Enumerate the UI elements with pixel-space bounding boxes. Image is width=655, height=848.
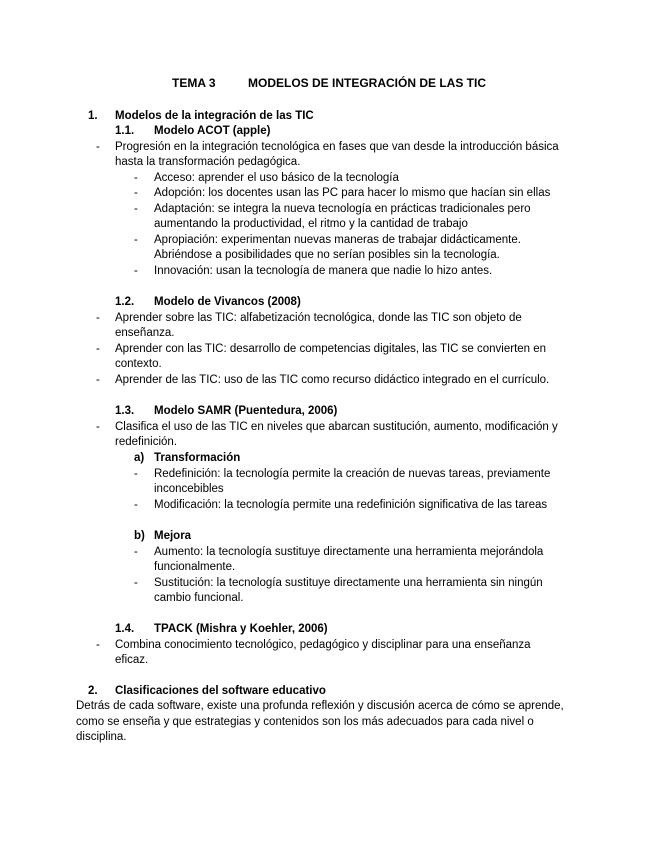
vivancos-line-con: Aprender con las TIC: desarrollo de competencias digitales, las TIC se convierten en [115, 343, 547, 355]
samr-b-title: Mejora [154, 530, 192, 542]
samr-item-sustitucion: Sustitución: la tecnología sustituye directamente una herramienta sin ningún [154, 577, 543, 589]
bullet: - [134, 187, 138, 199]
subsection-1-1-title: Modelo ACOT (apple) [154, 125, 271, 137]
section-1-number: 1. [88, 110, 98, 122]
samr-item-sustitucion-cont: cambio funcional. [154, 592, 244, 604]
bullet: - [96, 141, 100, 153]
bullet: - [96, 343, 100, 355]
vivancos-line-sobre-cont: enseñanza. [115, 327, 175, 339]
section-1-title: Modelos de la integración de las TIC [115, 110, 314, 122]
subsection-1-3-number: 1.3. [115, 405, 135, 417]
page-title: MODELOS DE INTEGRACIÓN DE LAS TIC [248, 76, 487, 90]
bullet: - [96, 374, 100, 386]
vivancos-line-con-cont: contexto. [115, 358, 162, 370]
subsection-1-3-title: Modelo SAMR (Puentedura, 2006) [154, 405, 338, 417]
bullet: - [134, 203, 138, 215]
acot-item-adaptacion-cont: aumentando la productividad, el ritmo y la cantidad de trabajo [154, 218, 468, 230]
bullet: - [96, 639, 100, 651]
samr-a-label: a) [134, 452, 145, 464]
samr-desc-line-2: redefinición. [115, 436, 178, 448]
samr-item-redefinicion: Redefinición: la tecnología permite la creación de nuevas tareas, previamente [154, 468, 551, 480]
section-2-paragraph-line-3: disciplina. [76, 731, 127, 743]
acot-item-apropiacion: Apropiación: experimentan nuevas maneras de trabajar didácticamente. [154, 234, 521, 246]
subsection-1-2-number: 1.2. [115, 296, 135, 308]
samr-item-aumento: Aumento: la tecnología sustituye directamente una herramienta mejorándola [154, 546, 544, 558]
acot-item-innovacion: Innovación: usan la tecnología de manera que nadie lo hizo antes. [154, 265, 493, 277]
samr-a-title: Transformación [154, 452, 241, 464]
acot-item-apropiacion-cont: Abriéndose a posibilidades que no serían posibles sin la tecnología. [154, 249, 500, 261]
section-2-paragraph-line-1: Detrás de cada software, existe una profunda reflexión y discusión acerca de cómo se aprende, [76, 700, 564, 712]
subsection-1-4-number: 1.4. [115, 623, 135, 635]
acot-item-adopcion: Adopción: los docentes usan las PC para hacer lo mismo que hacían sin ellas [154, 187, 551, 199]
samr-desc-line-1: Clasifica el uso de las TIC en niveles que abarcan sustitución, aumento, modificación y [115, 421, 558, 433]
samr-item-aumento-cont: funcionalmente. [154, 561, 236, 573]
bullet: - [134, 499, 138, 511]
section-2-number: 2. [88, 685, 98, 697]
acot-item-acceso: Acceso: aprender el uso básico de la tecnología [154, 172, 399, 184]
tpack-line-1: Combina conocimiento tecnológico, pedagógico y disciplinar para una enseñanza [115, 639, 531, 651]
tema-label: TEMA 3 [172, 76, 216, 90]
vivancos-line-de: Aprender de las TIC: uso de las TIC como recurso didáctico integrado en el currículo. [115, 374, 550, 386]
vivancos-line-sobre: Aprender sobre las TIC: alfabetización tecnológica, donde las TIC son objeto de [115, 312, 522, 324]
section-2-paragraph-line-2: como se enseña y que estrategias y contenidos son los más adecuados para cada nivel o [76, 716, 534, 728]
acot-desc-line-1: Progresión en la integración tecnológica en fases que van desde la introducción básica [115, 141, 559, 153]
bullet: - [96, 312, 100, 324]
section-2-title: Clasificaciones del software educativo [115, 685, 326, 697]
bullet: - [134, 265, 138, 277]
bullet: - [134, 234, 138, 246]
samr-item-redefinicion-cont: inconcebibles [154, 483, 224, 495]
samr-item-modificacion: Modificación: la tecnología permite una redefinición significativa de las tareas [154, 499, 548, 511]
bullet: - [96, 421, 100, 433]
acot-item-adaptacion: Adaptación: se integra la nueva tecnología en prácticas tradicionales pero [154, 203, 531, 215]
subsection-1-1-number: 1.1. [115, 125, 135, 137]
subsection-1-2-title: Modelo de Vivancos (2008) [154, 296, 301, 308]
bullet: - [134, 468, 138, 480]
bullet: - [134, 546, 138, 558]
acot-desc-line-2: hasta la transformación pedagógica. [115, 156, 301, 168]
bullet: - [134, 577, 138, 589]
samr-b-label: b) [134, 530, 145, 542]
subsection-1-4-title: TPACK (Mishra y Koehler, 2006) [154, 623, 328, 635]
bullet: - [134, 172, 138, 184]
tpack-line-2: eficaz. [115, 654, 149, 666]
